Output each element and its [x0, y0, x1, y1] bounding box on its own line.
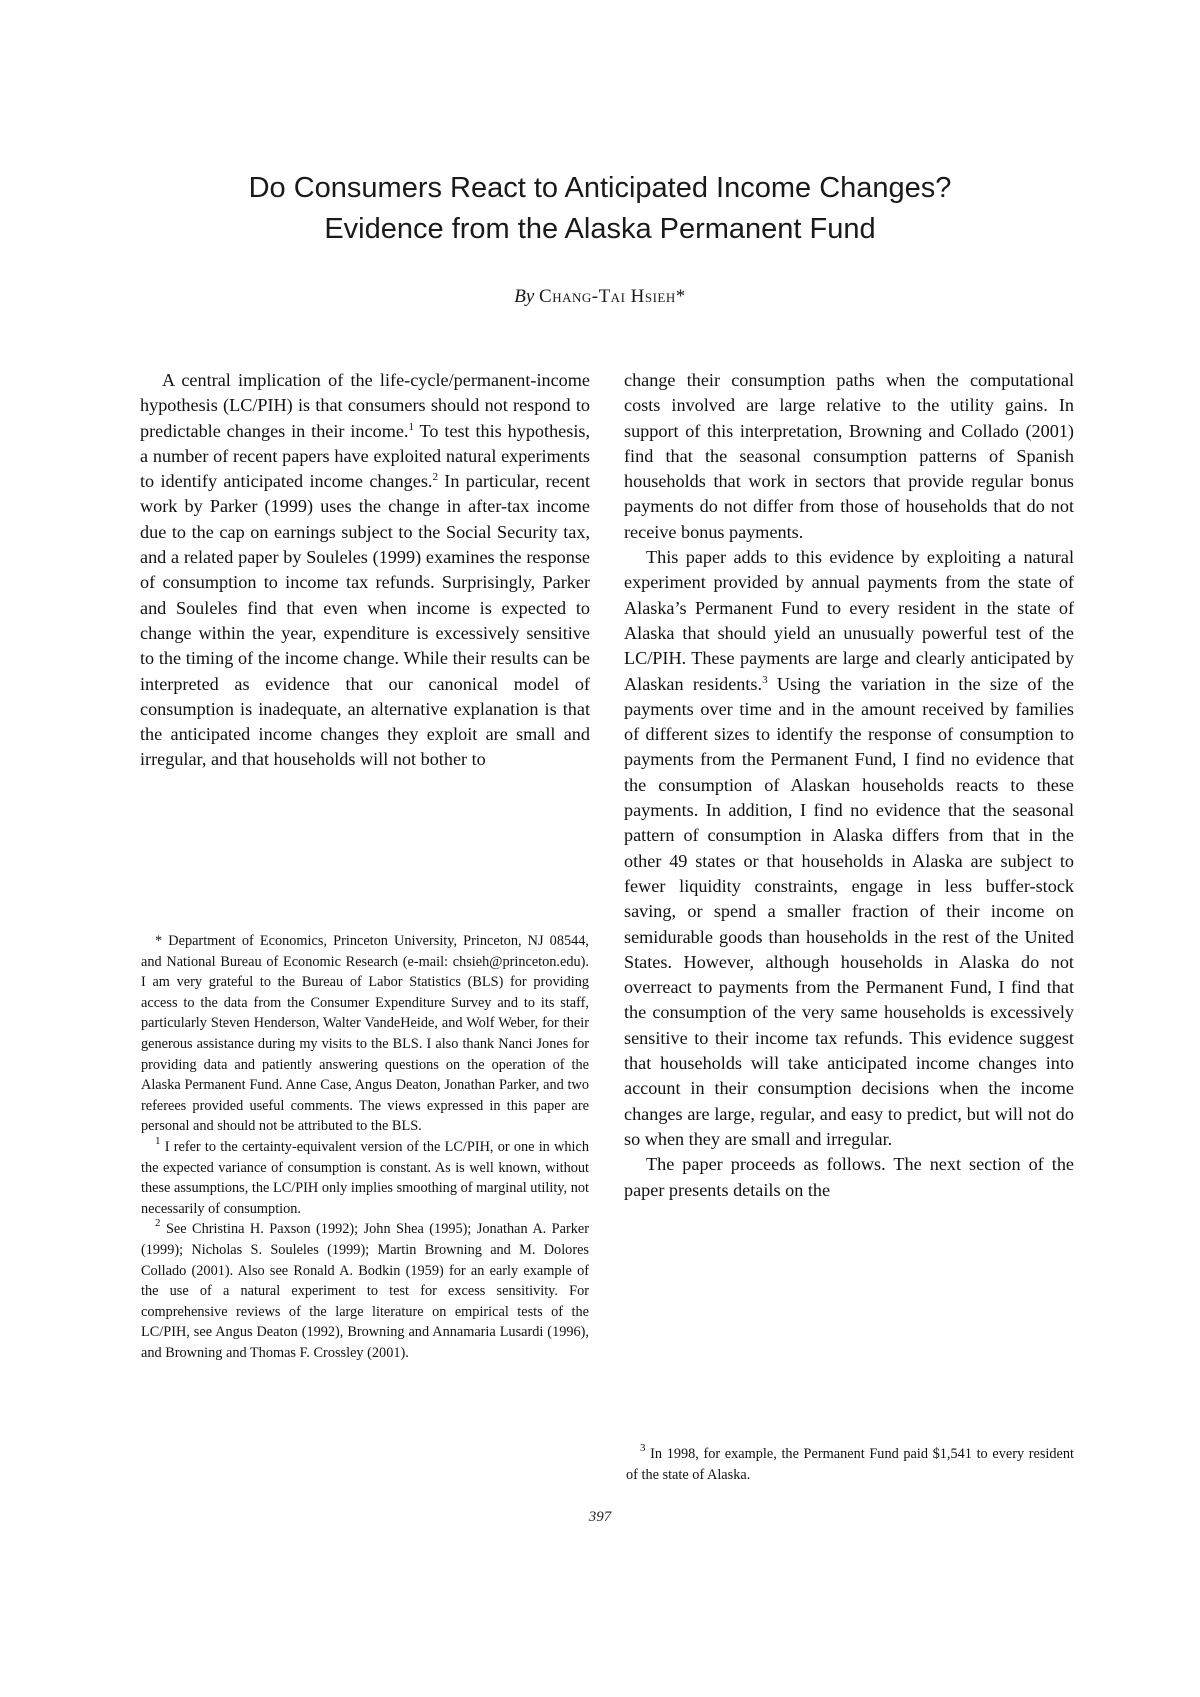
- footnote-ref: 3: [762, 673, 768, 686]
- author-byline: [0, 286, 1200, 308]
- footnotes-left: [141, 931, 589, 1363]
- page-number: 397: [588, 1509, 612, 1525]
- footnote-2: [141, 1219, 589, 1363]
- body-paragraph: [624, 545, 1074, 1152]
- footnote-3: [626, 1444, 1074, 1485]
- body-column-right: [624, 368, 1074, 1203]
- title-line-2: Evidence from the Alaska Permanent Fund: [324, 213, 876, 245]
- body-paragraph: The paper proceeds as follows. The next section of the paper presents details on the: [624, 1154, 1074, 1200]
- title-line-1: Do Consumers React to Anticipated Income Changes?: [248, 172, 952, 204]
- footnote-mark: 1: [155, 1134, 161, 1147]
- body-column-left: [140, 368, 590, 773]
- footnote-ref: 1: [408, 420, 414, 433]
- footnotes-right: [626, 1444, 1074, 1485]
- body-text: A central implication of the life-cycle/permanent-income hypothesis (LC/PIH) is that consumers should not respond to predictable changes in their income.: [140, 370, 590, 441]
- footnote-mark: 3: [640, 1442, 646, 1454]
- author-name: Chang-Tai Hsieh*: [539, 286, 686, 307]
- footnote-ref: 2: [432, 471, 438, 484]
- footnote-mark: 2: [155, 1217, 161, 1230]
- body-text: In particular, recent work by Parker (1999) uses the change in after-tax income due to the cap on earnings subject to the Social Security tax, and a related paper by Souleles (1999) examines the response of consumption to income tax refunds. Surprisingly, Parker and Souleles find that even when income is expected to change within the year, expenditure is excessively sensitive to the timing of the income change. While their results can be interpreted as evidence that our canonical model of consumption is inadequate, an alternative explanation is that the anticipated income changes they exploit are small and irregular, and that households will not bother to: [140, 471, 590, 770]
- footnote-text: See Christina H. Paxson (1992); John Shea (1995); Jonathan A. Parker (1999); Nicholas S. Souleles (1999); Martin Browning and M. Dolores Collado (2001). Also see Ronald A. Bodkin (1959) for an early example of the use of a natural experiment to test for excess sensitivity. For comprehensive reviews of the large literature on empirical tests of the LC/PIH, see Angus Deaton (1992), Browning and Annamaria Lusardi (1996), and Browning and Thomas F. Crossley (2001).: [141, 1221, 589, 1361]
- body-text: To test this hypothesis, a number of recent papers have exploited natural experiments to identify anticipated income changes.: [140, 420, 590, 492]
- footnote-text: I refer to the certainty-equivalent version of the LC/PIH, or one in which the expected variance of consumption is constant. As is well known, without these assumptions, the LC/PIH only implies smoothing of marginal utility, not necessarily of consumption.: [141, 1138, 589, 1217]
- footnote-text: In 1998, for example, the Permanent Fund paid $1,541 to every resident of the state of Alaska.: [626, 1446, 1074, 1483]
- footnote-1: [141, 1134, 589, 1219]
- body-paragraph: change their consumption paths when the computational costs involved are large relative to the utility gains. In support of this interpretation, Browning and Collado (2001) find that the seasonal consumption patterns of Spanish households that work in sectors that provide regular bonus payments do not differ from those of households that do not receive bonus payments.: [624, 370, 1074, 542]
- footnote-star: * Department of Economics, Princeton University, Princeton, NJ 08544, and National Bureau of Economic Research (e-mail: chsieh@princeton.edu). I am very grateful to the Bureau of Labor Statistics (BLS) for providing access to the data from the Consumer Expenditure Survey and to its staff, particularly Steven Henderson, Walter VandeHeide, and Wolf Weber, for their generous assistance during my visits to the BLS. I also thank Nanci Jones for providing data and patiently answering questions on the operation of the Alaska Permanent Fund. Anne Case, Angus Deaton, Jonathan Parker, and two referees provided useful comments. The views expressed in this paper are personal and should not be attributed to the BLS.: [141, 933, 589, 1135]
- body-text: Using the variation in the size of the payments over time and in the amount received by families of different sizes to identify the response of consumption to payments from the Permanent Fund, I find no evidence that the consumption of Alaskan households reacts to these payments. In addition, I find no evidence that the seasonal pattern of consumption in Alaska differs from that in the other 49 states or that households in Alaska are subject to fewer liquidity constraints, engage in less buffer-stock saving, or spend a smaller fraction of their income on semidurable goods than households in the rest of the United States. However, although households in Alaska do not overreact to payments from the Permanent Fund, I find that the consumption of the very same households is excessively sensitive to their income tax refunds. This evidence suggest that households will take anticipated income changes into account in their consumption decisions when the income changes are large, regular, and easy to predict, but will not do so when they are small and irregular.: [624, 673, 1074, 1149]
- byline-by: By: [514, 286, 535, 307]
- paper-title: [0, 168, 1200, 250]
- body-paragraph: [140, 368, 590, 773]
- body-text: This paper adds to this evidence by exploiting a natural experiment provided by annual payments from the state of Alaska’s Permanent Fund to every resident in the state of Alaska that should yield an unusually powerful test of the LC/PIH. These payments are large and clearly anticipated by Alaskan residents.: [624, 547, 1074, 694]
